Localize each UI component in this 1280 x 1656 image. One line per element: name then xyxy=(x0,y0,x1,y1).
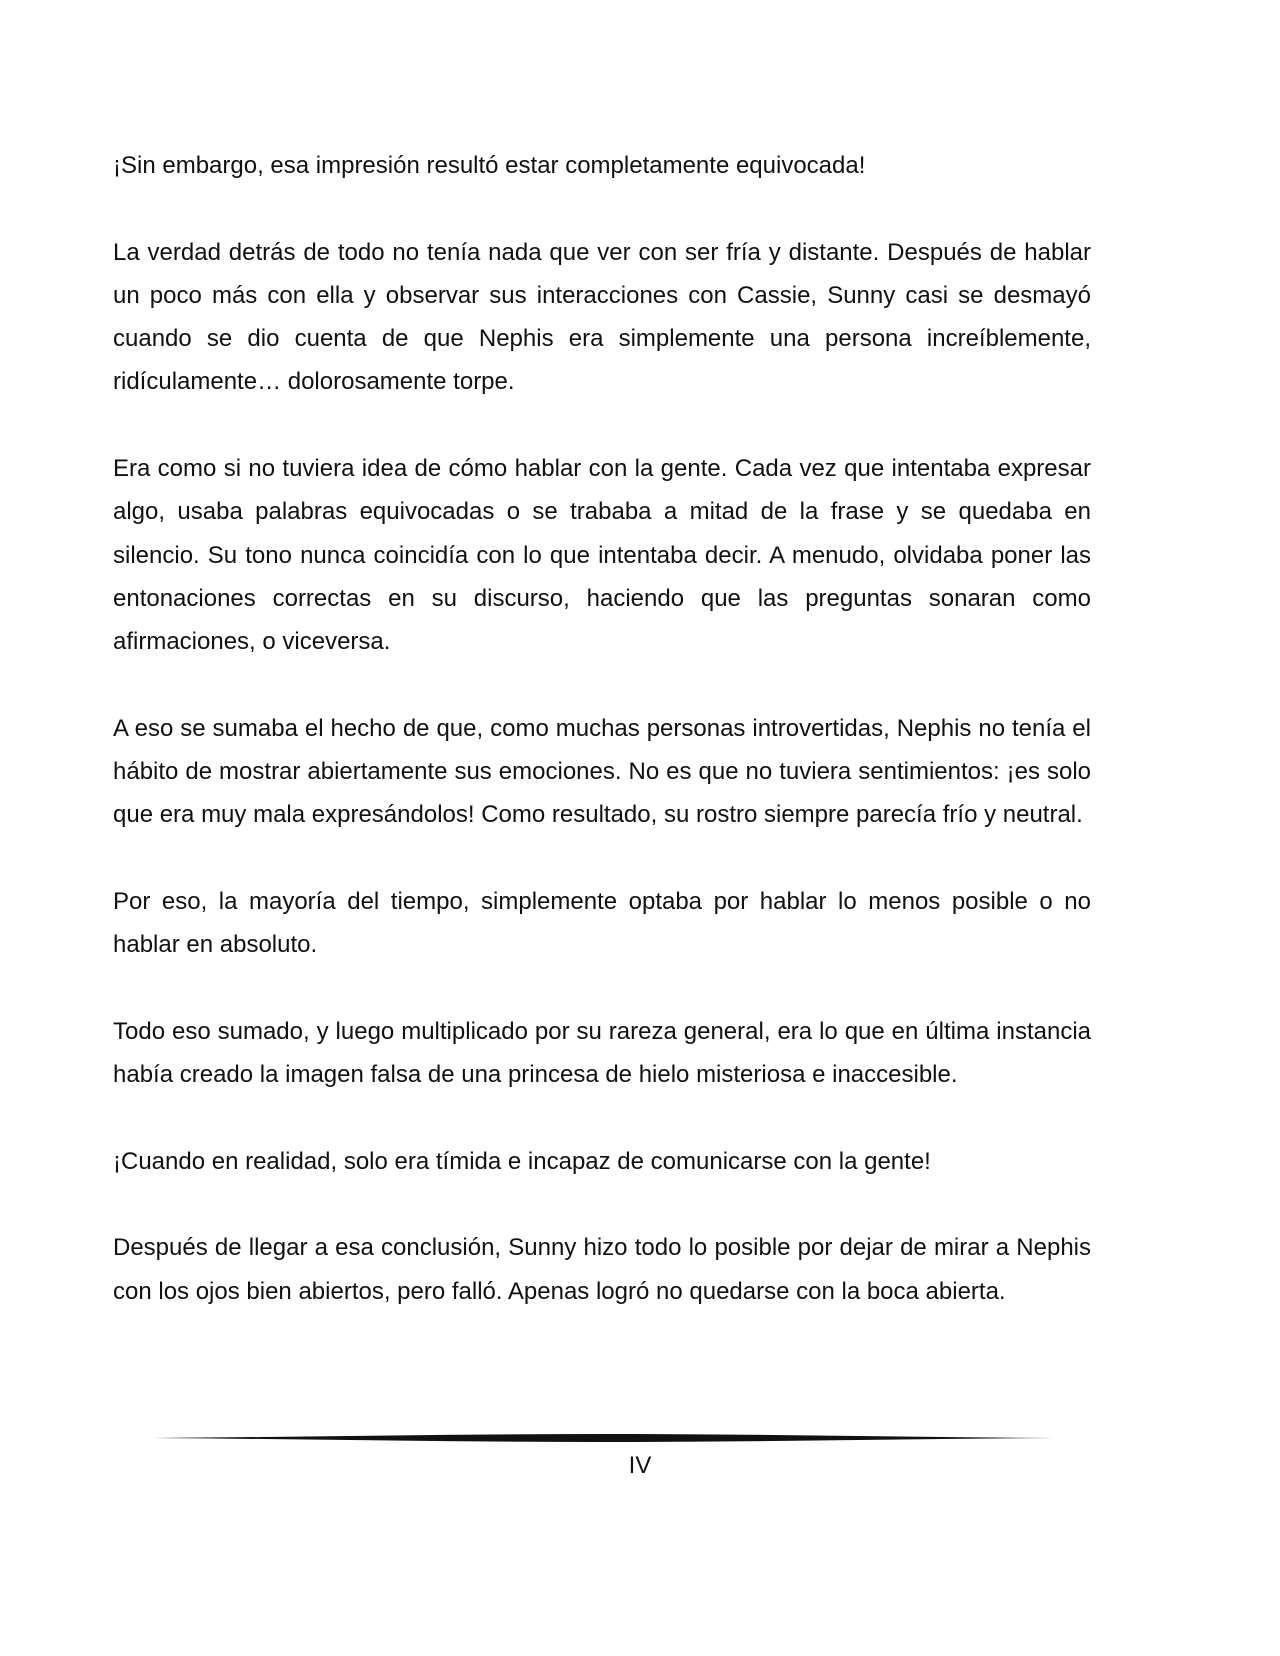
paragraph-8: Después de llegar a esa conclusión, Sunny hizo todo lo posible por dejar de mirar a Nephis con los ojos bien abiertos, pero falló. Apenas logró no quedarse con la boca abierta. xyxy=(113,1234,1091,1305)
divider-swash xyxy=(152,1434,1054,1442)
paragraph-3: Era como si no tuviera idea de cómo hablar con la gente. Cada vez que intentaba expresar algo, usaba palabras equivocadas o se trababa a mitad de la frase y se quedaba en silencio. Su tono nunca coincidía con lo que intentaba decir. A menudo, olvidaba poner las entonaciones correctas en su discurso, haciendo que las preguntas sonaran como afirmaciones, o viceversa. xyxy=(113,455,1091,656)
paragraph-1: ¡Sin embargo, esa impresión resultó estar completamente equivocada! xyxy=(113,152,866,179)
paragraph-2: La verdad detrás de todo no tenía nada que ver con ser fría y distante. Después de hablar un poco más con ella y observar sus interacciones con Cassie, Sunny casi se desmayó cuando se dio cuenta de que Nephis era simplemente una persona increíblemente, ridículamente… dolorosamente torpe. xyxy=(113,238,1091,396)
paragraph-5: Por eso, la mayoría del tiempo, simplemente optaba por hablar lo menos posible o no hablar en absoluto. xyxy=(113,888,1091,959)
body-text xyxy=(113,144,1091,1356)
decorative-divider xyxy=(152,1431,1054,1445)
page-number: IV xyxy=(628,1452,652,1479)
paragraph-4: A eso se sumaba el hecho de que, como muchas personas introvertidas, Nephis no tenía el hábito de mostrar abiertamente sus emociones. No es que no tuviera sentimientos: ¡es solo que era muy mala expresándolos! Como resultado, su rostro siempre parecía frío y neutral. xyxy=(113,714,1091,829)
paragraph-6: Todo eso sumado, y luego multiplicado por su rareza general, era lo que en última instancia había creado la imagen falsa de una princesa de hielo misteriosa e inaccesible. xyxy=(113,1017,1091,1089)
paragraph-7: ¡Cuando en realidad, solo era tímida e incapaz de comunicarse con la gente! xyxy=(113,1147,931,1175)
